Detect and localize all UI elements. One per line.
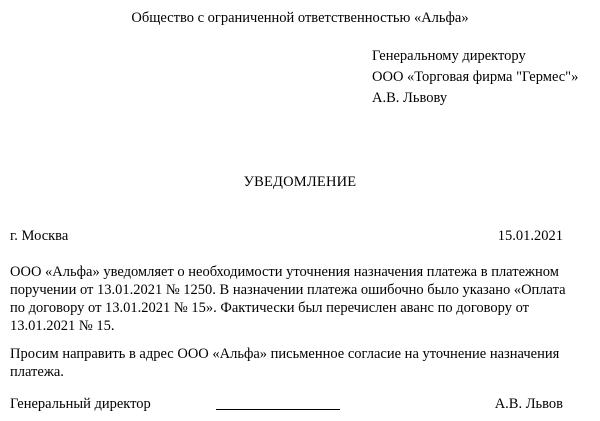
body-paragraph-notice: ООО «Альфа» уведомляет о необходимости уточнения назначения платежа в платежном поручении от 13.01.2021 № 1250. В назначении платежа ошибочно было указано «Оплата по договору от 13.01.2021 № 15». Фактически был перечислен аванс по договору от 13.01.2021 № 15. [10, 264, 566, 334]
organization-name: Общество с ограниченной ответственностью «Альфа» [131, 10, 469, 26]
document-date: 15.01.2021 [497, 228, 563, 244]
document-title: УВЕДОМЛЕНИЕ [243, 174, 357, 190]
signature-line [216, 409, 340, 410]
recipient-company: ООО «Торговая фирма "Гермес"» [372, 69, 579, 85]
signature-role: Генеральный директор [10, 396, 151, 412]
body-paragraph-request: Просим направить в адрес ООО «Альфа» письменное согласие на уточнение назначения платежа. [10, 346, 560, 380]
document-city: г. Москва [10, 228, 69, 244]
recipient-name: А.В. Львову [372, 90, 448, 106]
signature-name: А.В. Львов [494, 396, 563, 412]
recipient-position: Генеральному директору [372, 48, 526, 64]
